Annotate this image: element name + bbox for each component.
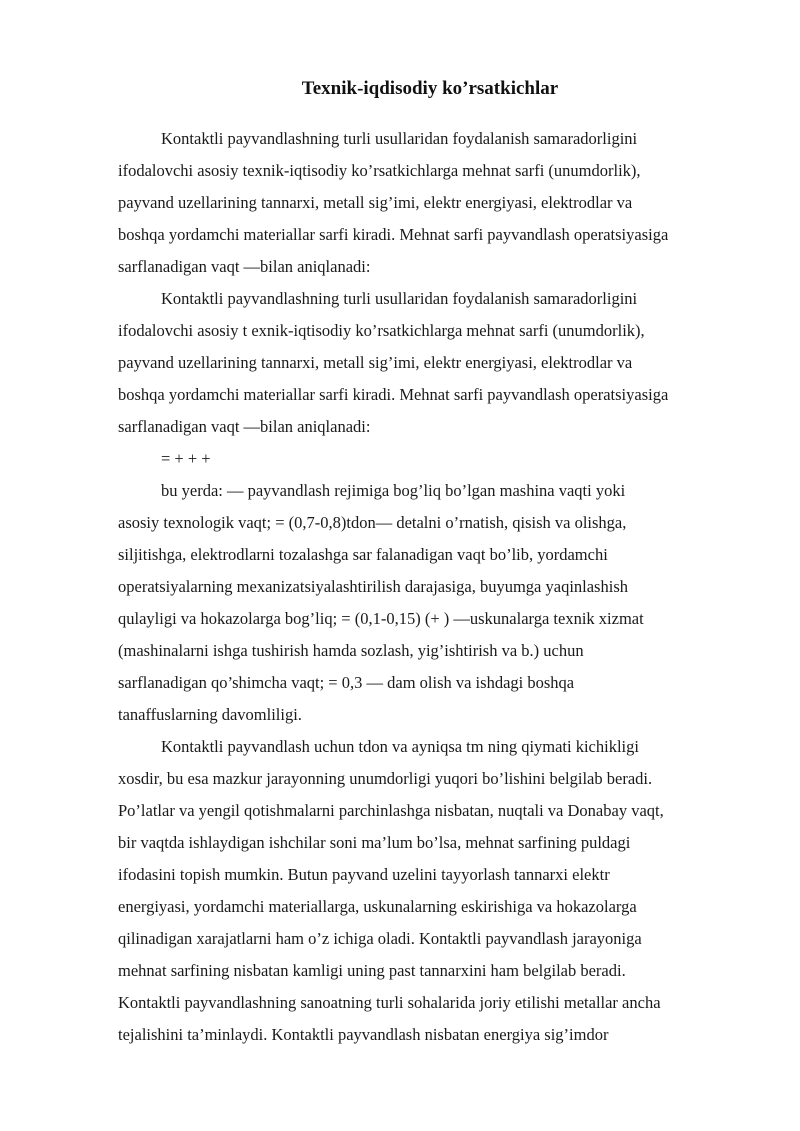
document-body [118,123,778,1051]
text-line: = + + + [161,449,211,468]
text-line: Kontaktli payvandlashning turli usullaridan foydalanish samaradorligini [161,289,638,308]
text-line: sarflanadigan qo’shimcha vaqt; = 0,3 — dam olish va ishdagi boshqa [118,673,575,692]
text-line: energiyasi, yordamchi materiallarga, uskunalarning eskirishiga va hokazolarga [118,897,637,916]
text-line: asosiy texnologik vaqt; = (0,7-0,8)tdon— detalni o’rnatish, qisish va olishga, [118,513,627,532]
text-line: boshqa yordamchi materiallar sarfi kiradi. Mehnat sarfi payvandlash operatsiyasiga [118,225,669,244]
text-line: siljitishga, elektrodlarni tozalashga sar falanadigan vaqt bo’lib, yordamchi [118,545,608,564]
text-line: xosdir, bu esa mazkur jarayonning unumdorligi yuqori bo’lishini belgilab beradi. [118,769,653,788]
text-line: bu yerda: — payvandlash rejimiga bog’liq bo’lgan mashina vaqti yoki [161,481,626,500]
text-line: tanaffuslarning davomliligi. [118,705,302,724]
text-line: boshqa yordamchi materiallar sarfi kiradi. Mehnat sarfi payvandlash operatsiyasiga [118,385,669,404]
text-line: sarflanadigan vaqt —bilan aniqlanadi: [118,417,371,436]
text-line: payvand uzellarining tannarxi, metall sig’imi, elektr energiyasi, elektrodlar va [118,193,633,212]
text-line: ifodasini topish mumkin. Butun payvand uzelini tayyorlash tannarxi elektr [118,865,610,884]
text-line: payvand uzellarining tannarxi, metall sig’imi, elektr energiyasi, elektrodlar va [118,353,633,372]
text-line: (mashinalarni ishga tushirish hamda sozlash, yig’ishtirish va b.) uchun [118,641,584,660]
text-line: ifodalovchi asosiy texnik-iqtisodiy ko’rsatkichlarga mehnat sarfi (unumdorlik), [118,161,641,180]
text-line: qilinadigan xarajatlarni ham o’z ichiga oladi. Kontaktli payvandlash jarayoniga [118,929,642,948]
text-line: Kontaktli payvandlashning sanoatning turli sohalarida joriy etilishi metallar ancha [118,993,661,1012]
text-line: sarflanadigan vaqt —bilan aniqlanadi: [118,257,371,276]
text-line: mehnat sarfining nisbatan kamligi uning past tannarxini ham belgilab beradi. [118,961,626,980]
text-line: Kontaktli payvandlashning turli usullaridan foydalanish samaradorligini [161,129,638,148]
page-title: Texnik-iqdisodiy ko’rsatkichlar [301,78,559,99]
text-line: qulayligi va hokazolarga bog’liq; = (0,1-0,15) (+ ) —uskunalarga texnik xizmat [118,609,644,628]
text-line: operatsiyalarning mexanizatsiyalashtirilish darajasiga, buyumga yaqinlashish [118,577,628,596]
text-line: tejalishini ta’minlaydi. Kontaktli payvandlash nisbatan energiya sig’imdor [118,1025,609,1044]
text-line: Po’latlar va yengil qotishmalarni parchinlashga nisbatan, nuqtali va Donabay vaqt, [118,801,664,820]
text-line: bir vaqtda ishlaydigan ishchilar soni ma’lum bo’lsa, mehnat sarfining puldagi [118,833,631,852]
text-line: ifodalovchi asosiy t exnik-iqtisodiy ko’rsatkichlarga mehnat sarfi (unumdorlik), [118,321,645,340]
text-line: Kontaktli payvandlash uchun tdon va ayniqsa tm ning qiymati kichikligi [161,737,639,756]
